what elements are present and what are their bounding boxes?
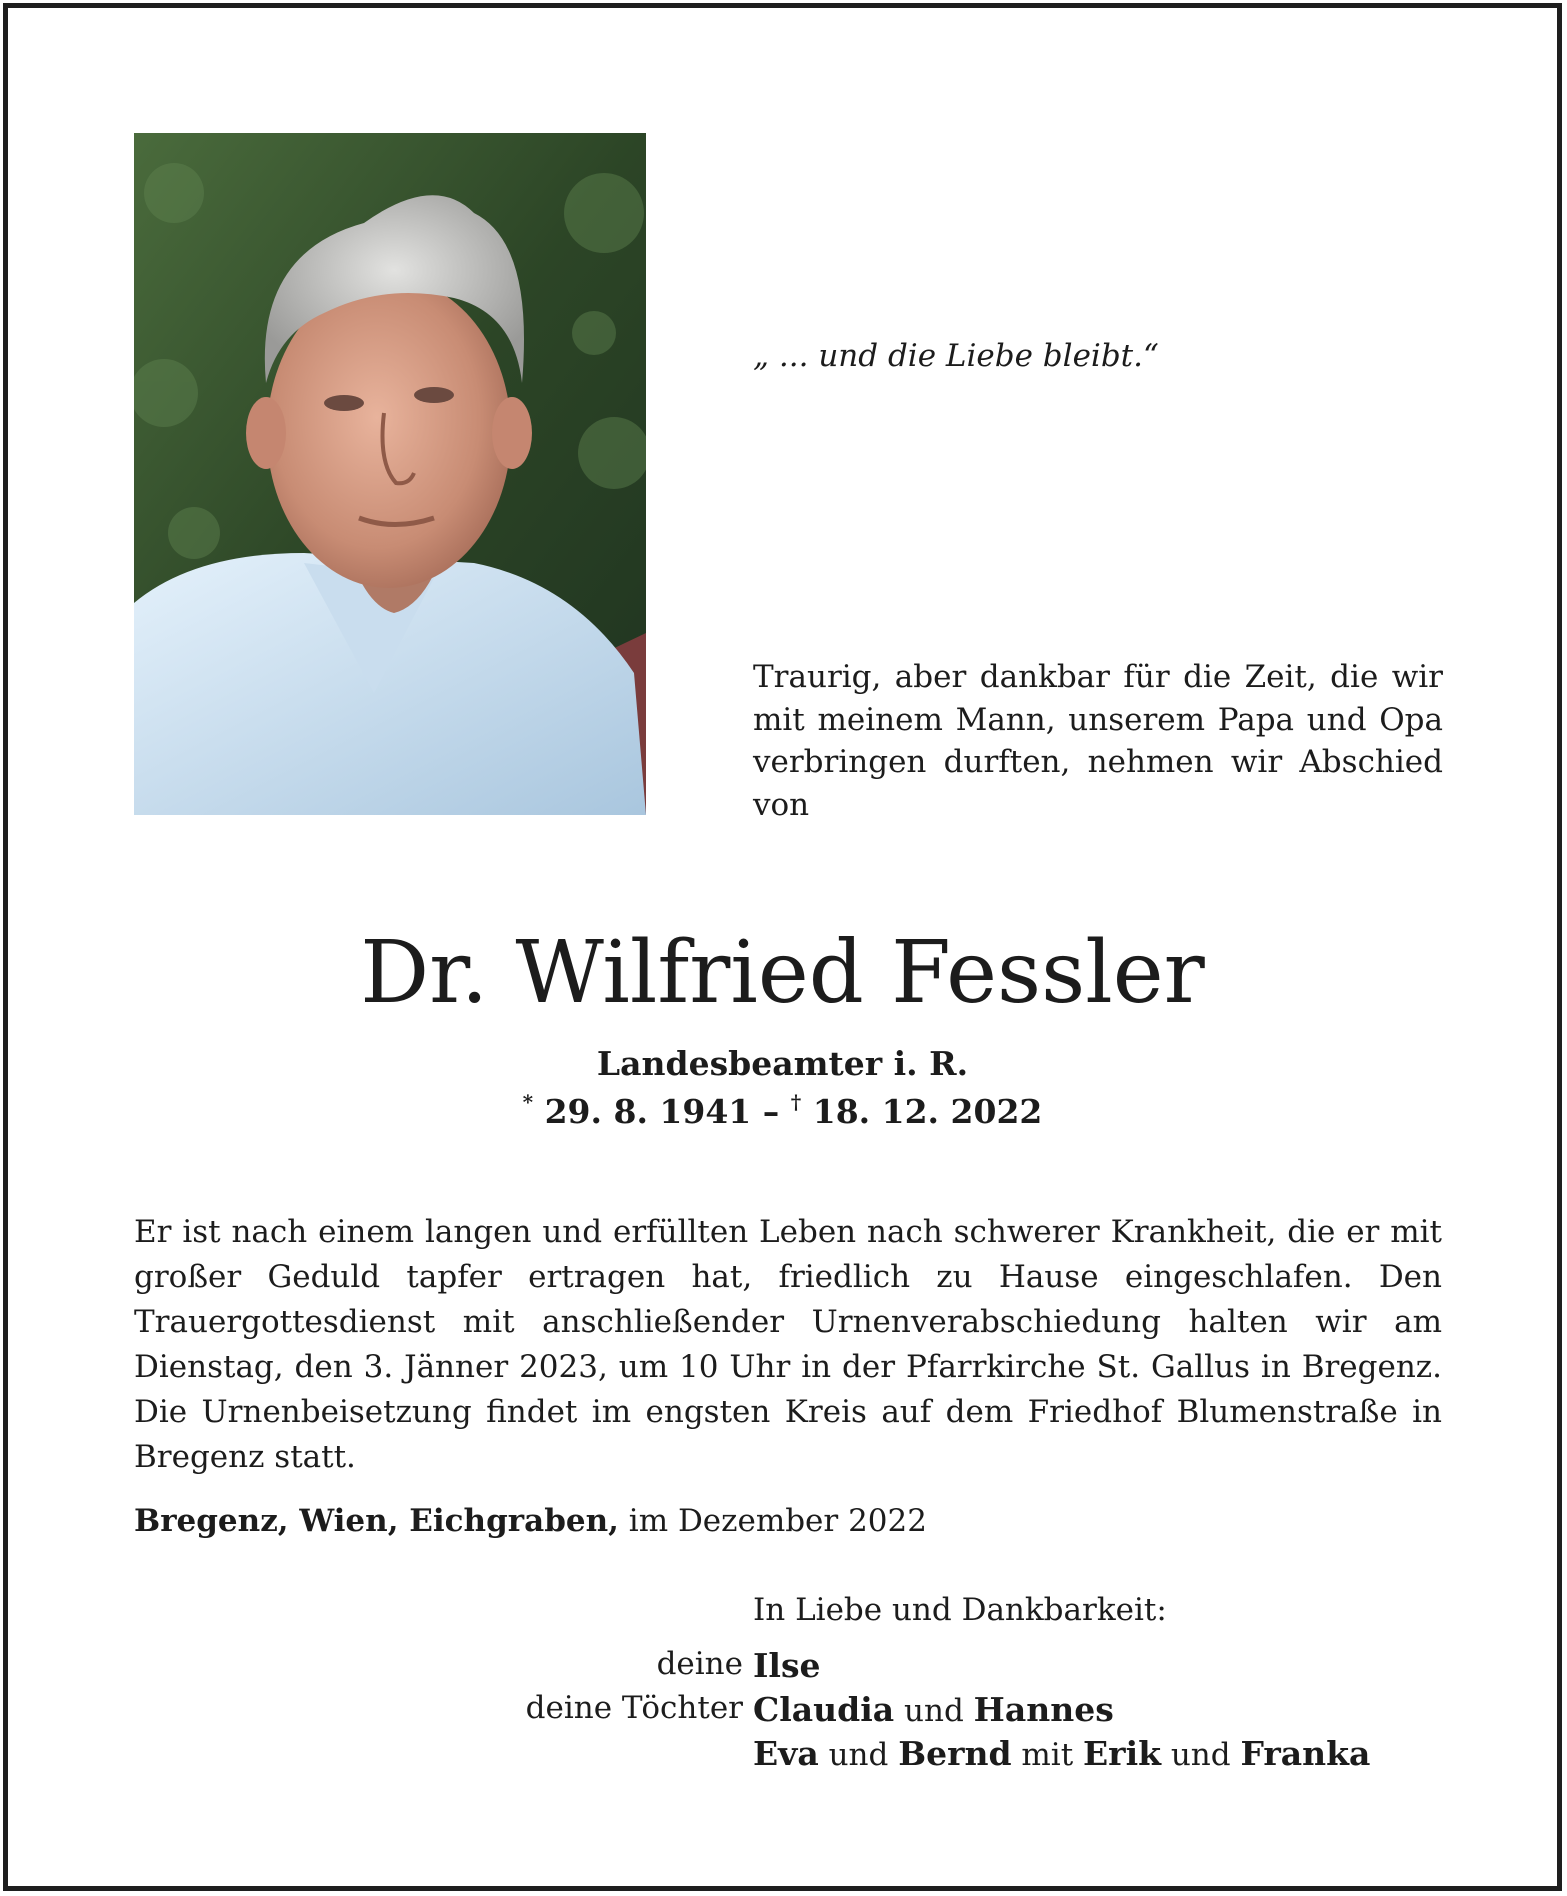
birth-symbol: *: [522, 1090, 534, 1114]
intro-text: Traurig, aber dankbar für die Zeit, die wir mit meinem Mann, unserem Papa und Opa verbringen durften, nehmen wir Abschied von: [753, 659, 1443, 823]
conjunction: und: [818, 1737, 899, 1773]
death-symbol: †: [790, 1090, 802, 1114]
wife-name: Ilse: [753, 1646, 821, 1685]
life-dates: [8, 1090, 1557, 1131]
closing-line: In Liebe und Dankbarkeit:: [753, 1592, 1167, 1628]
birth-date: 29. 8. 1941: [544, 1092, 752, 1131]
obituary-body: Er ist nach einem langen und erfüllten Leben nach schwerer Krankheit, die er mit großer Geduld tapfer ertragen hat, friedlich zu Hause eingeschlafen. Den Trauergottesdienst mit anschließender Urnenverabschiedung halten wir am Dienstag, den 3. Jänner 2023, um 10 Uhr in der Pfarrkirche St. Gallus in Bregenz. Die Urnenbeisetzung findet im engsten Kreis auf dem Friedhof Blumenstraße in Bregenz statt.: [134, 1214, 1442, 1475]
daughters-label: deine Töchter: [525, 1690, 743, 1726]
partner-name: Bernd: [898, 1734, 1012, 1773]
place-cities: Bregenz, Wien, Eichgraben,: [134, 1503, 619, 1539]
death-date: 18. 12. 2022: [812, 1092, 1043, 1131]
conjunction: und: [1160, 1737, 1241, 1773]
conjunction: und: [894, 1693, 974, 1729]
partner-name: Hannes: [973, 1690, 1114, 1729]
family-list: [8, 1646, 1557, 1778]
daughter-name: Eva: [753, 1734, 819, 1773]
family-row-wife: [8, 1646, 1557, 1690]
place-date: im Dezember 2022: [618, 1503, 927, 1539]
obituary-card: [3, 3, 1562, 1891]
wife-label: deine: [656, 1646, 743, 1682]
daughter-name: Claudia: [753, 1690, 895, 1729]
daughter-1-names: [753, 1690, 1114, 1729]
conjunction-with: mit: [1011, 1737, 1084, 1773]
date-separator: –: [762, 1092, 780, 1131]
portrait-photo: [134, 133, 646, 815]
grandchild-name: Franka: [1240, 1734, 1371, 1773]
daughter-2-names: [753, 1734, 1370, 1773]
place-and-date: [134, 1503, 927, 1539]
motto-quote: „ ... und die Liebe bleibt.“: [753, 338, 1159, 374]
family-row-daughter-2: [8, 1734, 1557, 1778]
grandchild-name: Erik: [1083, 1734, 1161, 1773]
wife-name-cell: [753, 1646, 821, 1685]
deceased-name: Dr. Wilfried Fessler: [360, 923, 1205, 1023]
occupation: Landesbeamter i. R.: [596, 1044, 969, 1083]
portrait-illustration: [134, 133, 646, 815]
family-row-daughter-1: [8, 1690, 1557, 1734]
